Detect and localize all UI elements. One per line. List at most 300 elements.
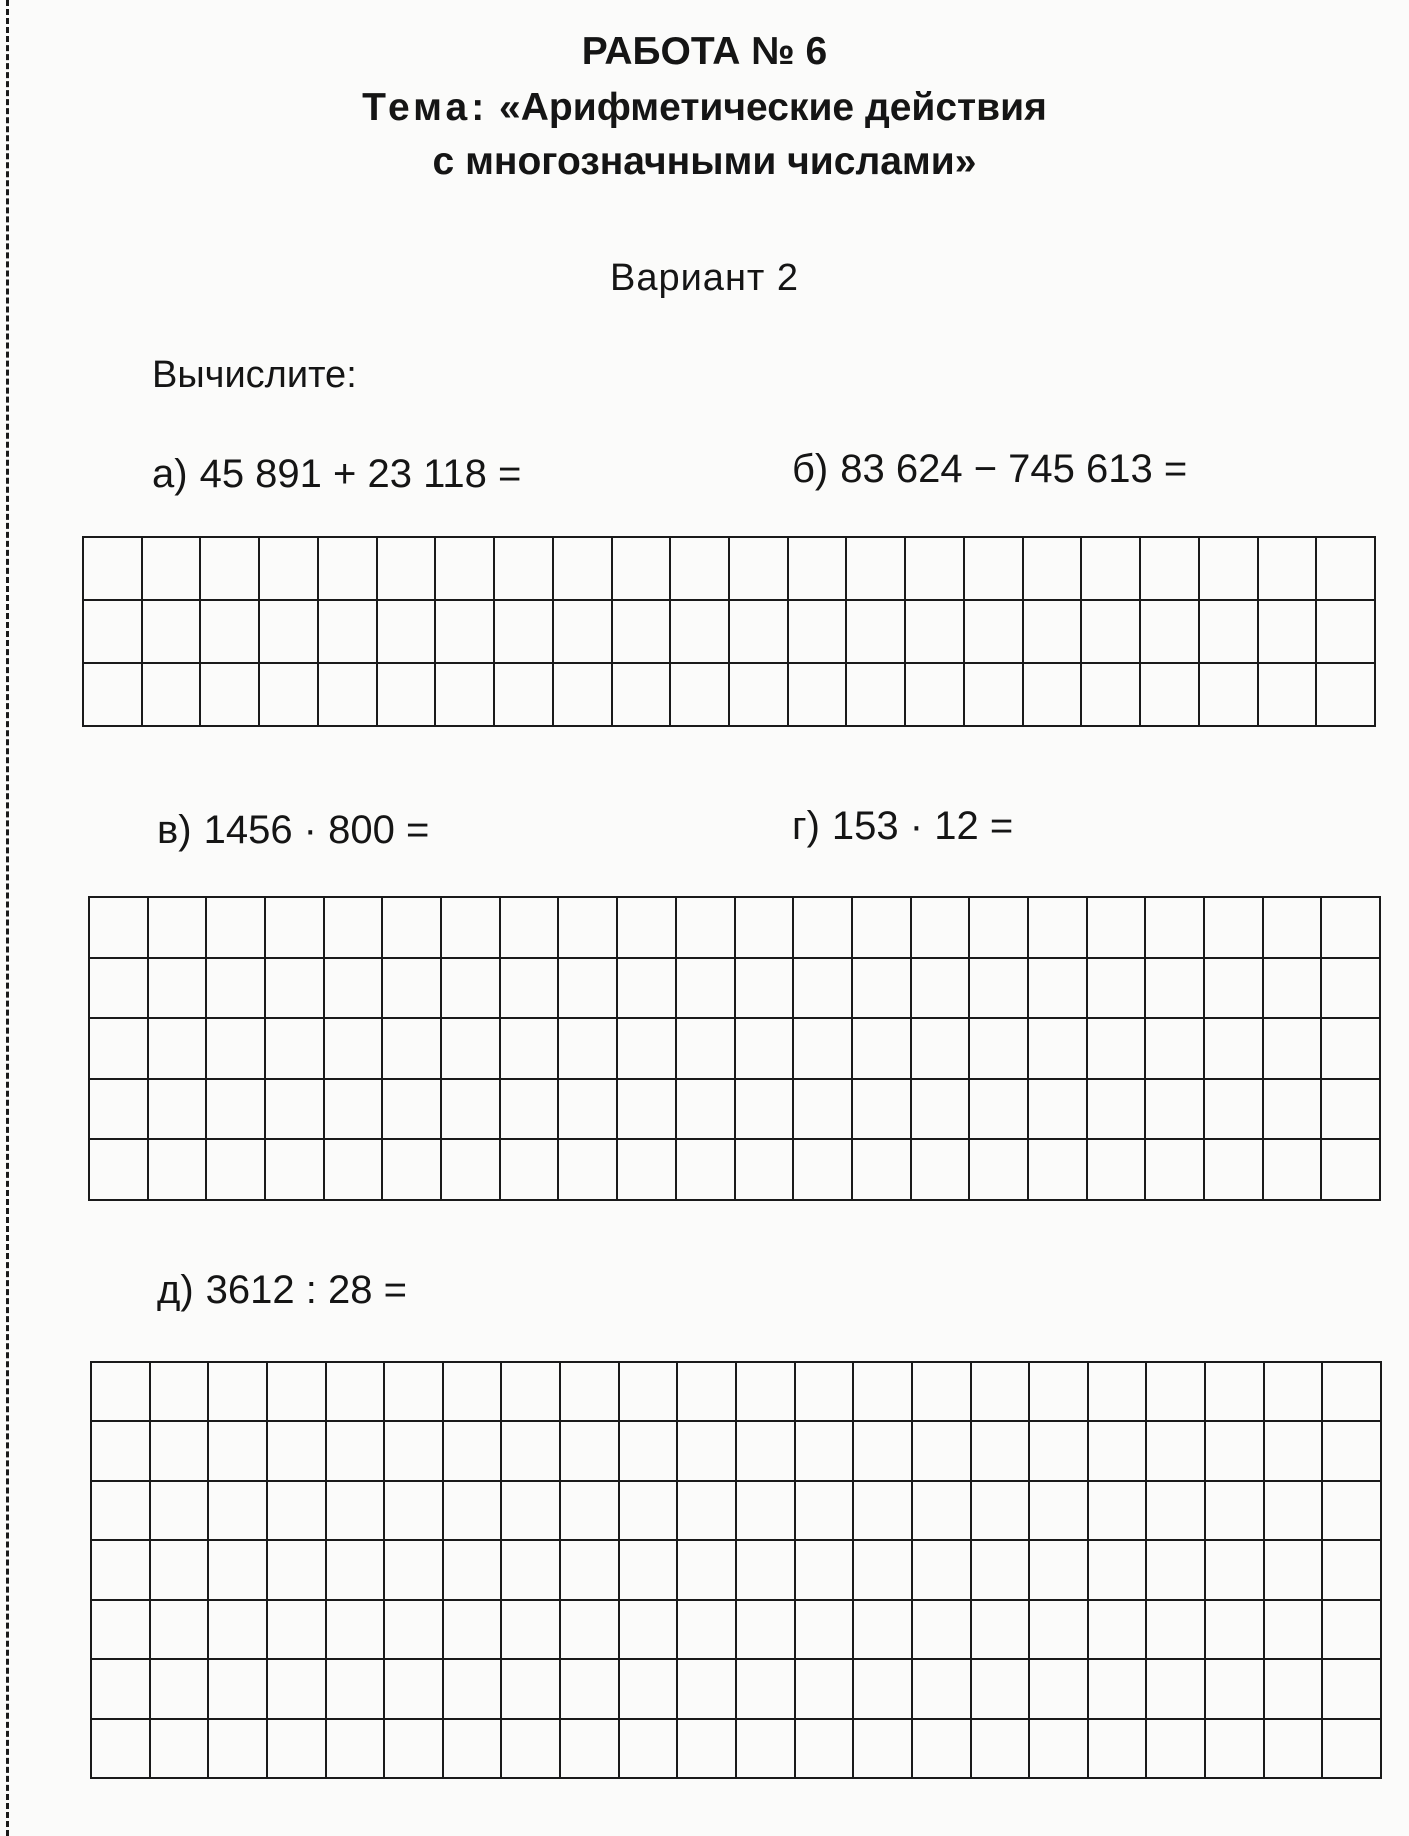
grid-cell[interactable] bbox=[671, 538, 730, 601]
grid-cell[interactable] bbox=[92, 1363, 151, 1422]
grid-cell[interactable] bbox=[1322, 1019, 1381, 1080]
grid-cell[interactable] bbox=[1147, 1422, 1206, 1481]
grid-cell[interactable] bbox=[327, 1660, 386, 1719]
grid-cell[interactable] bbox=[789, 601, 848, 664]
grid-cell[interactable] bbox=[618, 1140, 677, 1201]
grid-cell[interactable] bbox=[1024, 601, 1083, 664]
grid-cell[interactable] bbox=[444, 1660, 503, 1719]
grid-cell[interactable] bbox=[378, 664, 437, 727]
grid-cell[interactable] bbox=[149, 898, 208, 959]
grid-cell[interactable] bbox=[268, 1422, 327, 1481]
grid-cell[interactable] bbox=[1024, 664, 1083, 727]
grid-cell[interactable] bbox=[1265, 1720, 1324, 1779]
grid-cell[interactable] bbox=[1082, 538, 1141, 601]
grid-cell[interactable] bbox=[1265, 1660, 1324, 1719]
grid-cell[interactable] bbox=[1259, 664, 1318, 727]
grid-cell[interactable] bbox=[847, 664, 906, 727]
grid-cell[interactable] bbox=[678, 1601, 737, 1660]
grid-cell[interactable] bbox=[444, 1422, 503, 1481]
grid-cell[interactable] bbox=[327, 1363, 386, 1422]
grid-cell[interactable] bbox=[912, 959, 971, 1020]
grid-cell[interactable] bbox=[677, 898, 736, 959]
grid-cell[interactable] bbox=[913, 1720, 972, 1779]
grid-cell[interactable] bbox=[1029, 1080, 1088, 1141]
grid-cell[interactable] bbox=[209, 1422, 268, 1481]
grid-cell[interactable] bbox=[325, 1140, 384, 1201]
grid-cell[interactable] bbox=[906, 538, 965, 601]
grid-cell[interactable] bbox=[1264, 1140, 1323, 1201]
grid-cell[interactable] bbox=[913, 1601, 972, 1660]
grid-cell[interactable] bbox=[736, 959, 795, 1020]
grid-cell[interactable] bbox=[559, 1080, 618, 1141]
grid-cell[interactable] bbox=[442, 1140, 501, 1201]
grid-cell[interactable] bbox=[737, 1363, 796, 1422]
grid-cell[interactable] bbox=[965, 538, 1024, 601]
grid-cell[interactable] bbox=[1089, 1720, 1148, 1779]
grid-cell[interactable] bbox=[268, 1363, 327, 1422]
grid-cell[interactable] bbox=[209, 1601, 268, 1660]
grid-cell[interactable] bbox=[92, 1422, 151, 1481]
grid-cell[interactable] bbox=[325, 1019, 384, 1080]
grid-cell[interactable] bbox=[1024, 538, 1083, 601]
grid-cell[interactable] bbox=[84, 664, 143, 727]
grid-cell[interactable] bbox=[853, 959, 912, 1020]
grid-cell[interactable] bbox=[730, 538, 789, 601]
grid-cell[interactable] bbox=[620, 1422, 679, 1481]
grid-cell[interactable] bbox=[1322, 1140, 1381, 1201]
grid-cell[interactable] bbox=[620, 1601, 679, 1660]
grid-cell[interactable] bbox=[319, 601, 378, 664]
grid-cell[interactable] bbox=[1147, 1720, 1206, 1779]
grid-cell[interactable] bbox=[671, 664, 730, 727]
grid-cell[interactable] bbox=[1030, 1660, 1089, 1719]
grid-cell[interactable] bbox=[1147, 1660, 1206, 1719]
grid-cell[interactable] bbox=[1200, 664, 1259, 727]
grid-cell[interactable] bbox=[201, 601, 260, 664]
grid-cell[interactable] bbox=[149, 1080, 208, 1141]
grid-cell[interactable] bbox=[327, 1601, 386, 1660]
grid-cell[interactable] bbox=[972, 1601, 1031, 1660]
grid-cell[interactable] bbox=[1323, 1541, 1382, 1600]
grid-cell[interactable] bbox=[1323, 1482, 1382, 1541]
grid-cell[interactable] bbox=[1146, 898, 1205, 959]
grid-cell[interactable] bbox=[912, 898, 971, 959]
grid-cell[interactable] bbox=[1205, 959, 1264, 1020]
grid-cell[interactable] bbox=[1147, 1363, 1206, 1422]
grid-cell[interactable] bbox=[972, 1720, 1031, 1779]
grid-cell[interactable] bbox=[1206, 1660, 1265, 1719]
grid-cell[interactable] bbox=[620, 1720, 679, 1779]
grid-cell[interactable] bbox=[502, 1363, 561, 1422]
grid-cell[interactable] bbox=[385, 1660, 444, 1719]
grid-cell[interactable] bbox=[1205, 1019, 1264, 1080]
grid-cell[interactable] bbox=[559, 1140, 618, 1201]
grid-cell[interactable] bbox=[796, 1422, 855, 1481]
grid-cell[interactable] bbox=[201, 664, 260, 727]
grid-cell[interactable] bbox=[1323, 1363, 1382, 1422]
grid-cell[interactable] bbox=[970, 1019, 1029, 1080]
grid-cell[interactable] bbox=[383, 1140, 442, 1201]
grid-cell[interactable] bbox=[495, 538, 554, 601]
grid-cell[interactable] bbox=[561, 1720, 620, 1779]
grid-cell[interactable] bbox=[1030, 1541, 1089, 1600]
grid-cell[interactable] bbox=[912, 1140, 971, 1201]
grid-cell[interactable] bbox=[444, 1482, 503, 1541]
grid-cell[interactable] bbox=[561, 1422, 620, 1481]
grid-cell[interactable] bbox=[1088, 959, 1147, 1020]
grid-cell[interactable] bbox=[972, 1660, 1031, 1719]
grid-cell[interactable] bbox=[913, 1482, 972, 1541]
grid-cell[interactable] bbox=[383, 1080, 442, 1141]
grid-cell[interactable] bbox=[1317, 601, 1376, 664]
grid-cell[interactable] bbox=[853, 1140, 912, 1201]
grid-cell[interactable] bbox=[1317, 664, 1376, 727]
grid-cell[interactable] bbox=[913, 1660, 972, 1719]
grid-cell[interactable] bbox=[1147, 1601, 1206, 1660]
grid-cell[interactable] bbox=[912, 1019, 971, 1080]
grid-cell[interactable] bbox=[554, 538, 613, 601]
grid-cell[interactable] bbox=[678, 1482, 737, 1541]
grid-cell[interactable] bbox=[1205, 1080, 1264, 1141]
grid-cell[interactable] bbox=[618, 898, 677, 959]
grid-cell[interactable] bbox=[737, 1660, 796, 1719]
grid-cell[interactable] bbox=[1265, 1541, 1324, 1600]
answer-grid-3[interactable] bbox=[90, 1361, 1382, 1779]
grid-cell[interactable] bbox=[260, 538, 319, 601]
grid-cell[interactable] bbox=[151, 1363, 210, 1422]
grid-cell[interactable] bbox=[1259, 601, 1318, 664]
grid-cell[interactable] bbox=[385, 1601, 444, 1660]
grid-cell[interactable] bbox=[1265, 1363, 1324, 1422]
grid-cell[interactable] bbox=[444, 1720, 503, 1779]
grid-cell[interactable] bbox=[1089, 1363, 1148, 1422]
grid-cell[interactable] bbox=[1265, 1601, 1324, 1660]
grid-cell[interactable] bbox=[1206, 1422, 1265, 1481]
grid-cell[interactable] bbox=[149, 959, 208, 1020]
grid-cell[interactable] bbox=[1322, 898, 1381, 959]
grid-cell[interactable] bbox=[972, 1363, 1031, 1422]
grid-cell[interactable] bbox=[319, 664, 378, 727]
grid-cell[interactable] bbox=[201, 538, 260, 601]
grid-cell[interactable] bbox=[854, 1601, 913, 1660]
grid-cell[interactable] bbox=[1088, 1140, 1147, 1201]
answer-grid-2[interactable] bbox=[88, 896, 1381, 1201]
grid-cell[interactable] bbox=[436, 664, 495, 727]
grid-cell[interactable] bbox=[853, 898, 912, 959]
grid-cell[interactable] bbox=[1323, 1601, 1382, 1660]
grid-cell[interactable] bbox=[736, 1140, 795, 1201]
grid-cell[interactable] bbox=[151, 1720, 210, 1779]
grid-cell[interactable] bbox=[854, 1422, 913, 1481]
grid-cell[interactable] bbox=[385, 1422, 444, 1481]
grid-cell[interactable] bbox=[730, 601, 789, 664]
grid-cell[interactable] bbox=[502, 1541, 561, 1600]
grid-cell[interactable] bbox=[151, 1601, 210, 1660]
grid-cell[interactable] bbox=[1322, 1080, 1381, 1141]
grid-cell[interactable] bbox=[260, 664, 319, 727]
grid-cell[interactable] bbox=[737, 1601, 796, 1660]
grid-cell[interactable] bbox=[90, 1019, 149, 1080]
grid-cell[interactable] bbox=[1323, 1422, 1382, 1481]
grid-cell[interactable] bbox=[151, 1541, 210, 1600]
grid-cell[interactable] bbox=[912, 1080, 971, 1141]
grid-cell[interactable] bbox=[972, 1482, 1031, 1541]
grid-cell[interactable] bbox=[1264, 1080, 1323, 1141]
grid-cell[interactable] bbox=[854, 1541, 913, 1600]
grid-cell[interactable] bbox=[913, 1422, 972, 1481]
grid-cell[interactable] bbox=[965, 601, 1024, 664]
grid-cell[interactable] bbox=[444, 1601, 503, 1660]
grid-cell[interactable] bbox=[1205, 898, 1264, 959]
grid-cell[interactable] bbox=[268, 1482, 327, 1541]
grid-cell[interactable] bbox=[266, 1019, 325, 1080]
grid-cell[interactable] bbox=[207, 1140, 266, 1201]
grid-cell[interactable] bbox=[853, 1080, 912, 1141]
grid-cell[interactable] bbox=[90, 1140, 149, 1201]
grid-cell[interactable] bbox=[444, 1363, 503, 1422]
grid-cell[interactable] bbox=[794, 959, 853, 1020]
grid-cell[interactable] bbox=[737, 1541, 796, 1600]
grid-cell[interactable] bbox=[559, 1019, 618, 1080]
grid-cell[interactable] bbox=[789, 664, 848, 727]
grid-cell[interactable] bbox=[325, 898, 384, 959]
grid-cell[interactable] bbox=[1323, 1660, 1382, 1719]
grid-cell[interactable] bbox=[671, 601, 730, 664]
grid-cell[interactable] bbox=[677, 1019, 736, 1080]
grid-cell[interactable] bbox=[501, 1019, 560, 1080]
grid-cell[interactable] bbox=[970, 959, 1029, 1020]
grid-cell[interactable] bbox=[847, 601, 906, 664]
grid-cell[interactable] bbox=[442, 959, 501, 1020]
grid-cell[interactable] bbox=[1206, 1720, 1265, 1779]
grid-cell[interactable] bbox=[561, 1541, 620, 1600]
grid-cell[interactable] bbox=[677, 1140, 736, 1201]
grid-cell[interactable] bbox=[794, 1080, 853, 1141]
grid-cell[interactable] bbox=[1206, 1482, 1265, 1541]
grid-cell[interactable] bbox=[502, 1601, 561, 1660]
grid-cell[interactable] bbox=[972, 1541, 1031, 1600]
grid-cell[interactable] bbox=[385, 1541, 444, 1600]
grid-cell[interactable] bbox=[327, 1422, 386, 1481]
grid-cell[interactable] bbox=[677, 1080, 736, 1141]
grid-cell[interactable] bbox=[1264, 959, 1323, 1020]
grid-cell[interactable] bbox=[502, 1660, 561, 1719]
grid-cell[interactable] bbox=[383, 1019, 442, 1080]
grid-cell[interactable] bbox=[92, 1720, 151, 1779]
grid-cell[interactable] bbox=[151, 1660, 210, 1719]
grid-cell[interactable] bbox=[737, 1422, 796, 1481]
grid-cell[interactable] bbox=[1082, 601, 1141, 664]
grid-cell[interactable] bbox=[1200, 538, 1259, 601]
grid-cell[interactable] bbox=[1029, 898, 1088, 959]
grid-cell[interactable] bbox=[677, 959, 736, 1020]
grid-cell[interactable] bbox=[436, 538, 495, 601]
grid-cell[interactable] bbox=[1141, 601, 1200, 664]
grid-cell[interactable] bbox=[613, 538, 672, 601]
grid-cell[interactable] bbox=[1089, 1541, 1148, 1600]
grid-cell[interactable] bbox=[1030, 1601, 1089, 1660]
grid-cell[interactable] bbox=[90, 1080, 149, 1141]
grid-cell[interactable] bbox=[385, 1720, 444, 1779]
grid-cell[interactable] bbox=[151, 1422, 210, 1481]
grid-cell[interactable] bbox=[678, 1541, 737, 1600]
grid-cell[interactable] bbox=[678, 1363, 737, 1422]
grid-cell[interactable] bbox=[266, 1140, 325, 1201]
grid-cell[interactable] bbox=[444, 1541, 503, 1600]
grid-cell[interactable] bbox=[1089, 1660, 1148, 1719]
grid-cell[interactable] bbox=[1029, 1140, 1088, 1201]
grid-cell[interactable] bbox=[1259, 538, 1318, 601]
grid-cell[interactable] bbox=[1206, 1363, 1265, 1422]
grid-cell[interactable] bbox=[554, 601, 613, 664]
grid-cell[interactable] bbox=[1088, 1080, 1147, 1141]
grid-cell[interactable] bbox=[854, 1720, 913, 1779]
grid-cell[interactable] bbox=[268, 1660, 327, 1719]
grid-cell[interactable] bbox=[1146, 1080, 1205, 1141]
grid-cell[interactable] bbox=[84, 538, 143, 601]
grid-cell[interactable] bbox=[1030, 1720, 1089, 1779]
grid-cell[interactable] bbox=[913, 1363, 972, 1422]
grid-cell[interactable] bbox=[1030, 1363, 1089, 1422]
grid-cell[interactable] bbox=[436, 601, 495, 664]
grid-cell[interactable] bbox=[737, 1720, 796, 1779]
grid-cell[interactable] bbox=[84, 601, 143, 664]
grid-cell[interactable] bbox=[965, 664, 1024, 727]
grid-cell[interactable] bbox=[1206, 1541, 1265, 1600]
grid-cell[interactable] bbox=[730, 664, 789, 727]
grid-cell[interactable] bbox=[1089, 1482, 1148, 1541]
grid-cell[interactable] bbox=[1029, 1019, 1088, 1080]
grid-cell[interactable] bbox=[1265, 1482, 1324, 1541]
grid-cell[interactable] bbox=[561, 1363, 620, 1422]
grid-cell[interactable] bbox=[618, 1019, 677, 1080]
grid-cell[interactable] bbox=[502, 1422, 561, 1481]
grid-cell[interactable] bbox=[502, 1720, 561, 1779]
grid-cell[interactable] bbox=[1147, 1482, 1206, 1541]
grid-cell[interactable] bbox=[149, 1019, 208, 1080]
grid-cell[interactable] bbox=[209, 1660, 268, 1719]
grid-cell[interactable] bbox=[906, 664, 965, 727]
grid-cell[interactable] bbox=[151, 1482, 210, 1541]
grid-cell[interactable] bbox=[794, 1019, 853, 1080]
grid-cell[interactable] bbox=[1141, 664, 1200, 727]
grid-cell[interactable] bbox=[561, 1482, 620, 1541]
grid-cell[interactable] bbox=[847, 538, 906, 601]
grid-cell[interactable] bbox=[268, 1541, 327, 1600]
grid-cell[interactable] bbox=[319, 538, 378, 601]
grid-cell[interactable] bbox=[92, 1601, 151, 1660]
grid-cell[interactable] bbox=[794, 1140, 853, 1201]
grid-cell[interactable] bbox=[501, 1080, 560, 1141]
grid-cell[interactable] bbox=[1147, 1541, 1206, 1600]
grid-cell[interactable] bbox=[207, 1019, 266, 1080]
grid-cell[interactable] bbox=[1030, 1482, 1089, 1541]
grid-cell[interactable] bbox=[209, 1720, 268, 1779]
grid-cell[interactable] bbox=[972, 1422, 1031, 1481]
grid-cell[interactable] bbox=[620, 1363, 679, 1422]
grid-cell[interactable] bbox=[90, 898, 149, 959]
grid-cell[interactable] bbox=[266, 1080, 325, 1141]
grid-cell[interactable] bbox=[495, 664, 554, 727]
grid-cell[interactable] bbox=[383, 959, 442, 1020]
grid-cell[interactable] bbox=[970, 1080, 1029, 1141]
grid-cell[interactable] bbox=[1322, 959, 1381, 1020]
grid-cell[interactable] bbox=[501, 1140, 560, 1201]
grid-cell[interactable] bbox=[970, 898, 1029, 959]
grid-cell[interactable] bbox=[854, 1660, 913, 1719]
grid-cell[interactable] bbox=[502, 1482, 561, 1541]
grid-cell[interactable] bbox=[207, 1080, 266, 1141]
grid-cell[interactable] bbox=[378, 538, 437, 601]
grid-cell[interactable] bbox=[1264, 1019, 1323, 1080]
grid-cell[interactable] bbox=[620, 1541, 679, 1600]
grid-cell[interactable] bbox=[209, 1541, 268, 1600]
grid-cell[interactable] bbox=[554, 664, 613, 727]
grid-cell[interactable] bbox=[1264, 898, 1323, 959]
grid-cell[interactable] bbox=[796, 1363, 855, 1422]
grid-cell[interactable] bbox=[796, 1720, 855, 1779]
grid-cell[interactable] bbox=[1088, 898, 1147, 959]
grid-cell[interactable] bbox=[796, 1660, 855, 1719]
grid-cell[interactable] bbox=[736, 1080, 795, 1141]
grid-cell[interactable] bbox=[1146, 959, 1205, 1020]
grid-cell[interactable] bbox=[442, 1019, 501, 1080]
grid-cell[interactable] bbox=[327, 1482, 386, 1541]
grid-cell[interactable] bbox=[385, 1482, 444, 1541]
grid-cell[interactable] bbox=[1265, 1422, 1324, 1481]
grid-cell[interactable] bbox=[794, 898, 853, 959]
grid-cell[interactable] bbox=[266, 898, 325, 959]
grid-cell[interactable] bbox=[970, 1140, 1029, 1201]
grid-cell[interactable] bbox=[92, 1541, 151, 1600]
grid-cell[interactable] bbox=[561, 1601, 620, 1660]
grid-cell[interactable] bbox=[1200, 601, 1259, 664]
grid-cell[interactable] bbox=[327, 1720, 386, 1779]
grid-cell[interactable] bbox=[559, 898, 618, 959]
grid-cell[interactable] bbox=[92, 1482, 151, 1541]
grid-cell[interactable] bbox=[207, 959, 266, 1020]
grid-cell[interactable] bbox=[678, 1720, 737, 1779]
grid-cell[interactable] bbox=[913, 1541, 972, 1600]
grid-cell[interactable] bbox=[383, 898, 442, 959]
grid-cell[interactable] bbox=[268, 1720, 327, 1779]
grid-cell[interactable] bbox=[442, 1080, 501, 1141]
answer-grid-1[interactable] bbox=[82, 536, 1376, 727]
grid-cell[interactable] bbox=[559, 959, 618, 1020]
grid-cell[interactable] bbox=[796, 1601, 855, 1660]
grid-cell[interactable] bbox=[796, 1541, 855, 1600]
grid-cell[interactable] bbox=[906, 601, 965, 664]
grid-cell[interactable] bbox=[1141, 538, 1200, 601]
grid-cell[interactable] bbox=[501, 959, 560, 1020]
grid-cell[interactable] bbox=[149, 1140, 208, 1201]
grid-cell[interactable] bbox=[618, 959, 677, 1020]
grid-cell[interactable] bbox=[495, 601, 554, 664]
grid-cell[interactable] bbox=[1029, 959, 1088, 1020]
grid-cell[interactable] bbox=[613, 664, 672, 727]
grid-cell[interactable] bbox=[501, 898, 560, 959]
grid-cell[interactable] bbox=[327, 1541, 386, 1600]
grid-cell[interactable] bbox=[1089, 1601, 1148, 1660]
grid-cell[interactable] bbox=[620, 1482, 679, 1541]
grid-cell[interactable] bbox=[1317, 538, 1376, 601]
grid-cell[interactable] bbox=[268, 1601, 327, 1660]
grid-cell[interactable] bbox=[209, 1482, 268, 1541]
grid-cell[interactable] bbox=[1082, 664, 1141, 727]
grid-cell[interactable] bbox=[854, 1363, 913, 1422]
grid-cell[interactable] bbox=[207, 898, 266, 959]
grid-cell[interactable] bbox=[736, 1019, 795, 1080]
